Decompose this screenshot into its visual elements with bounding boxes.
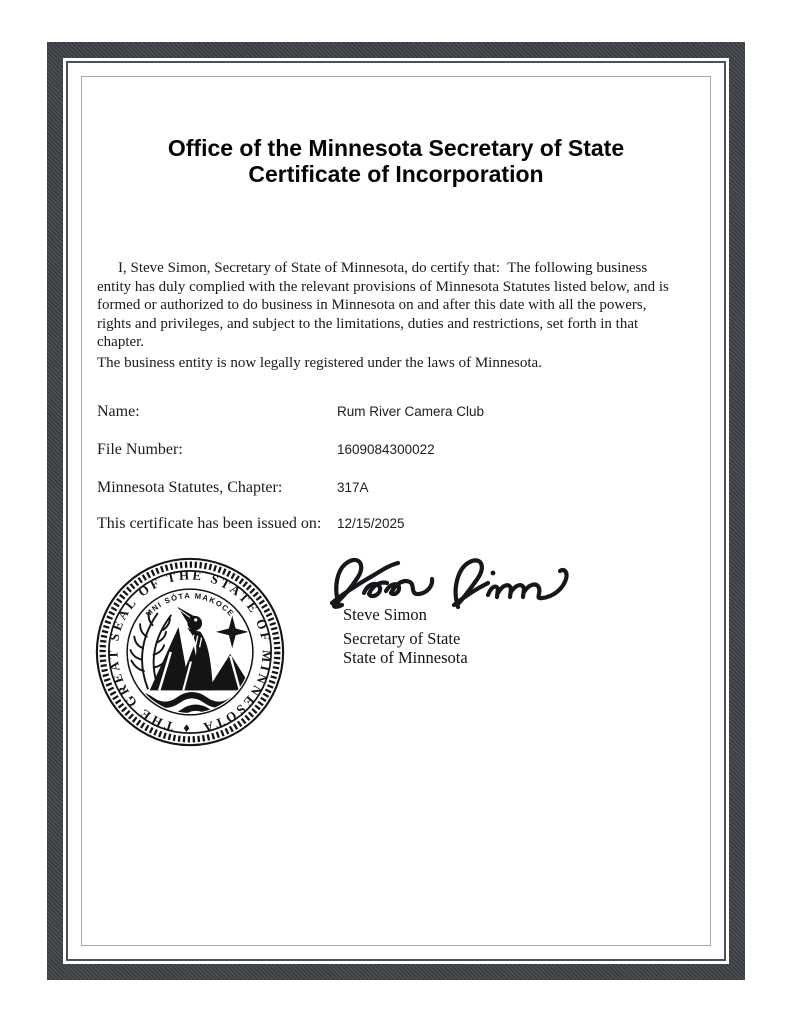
certification-paragraph: I, Steve Simon, Secretary of State of Minnesota, do certify that: The following business entity has duly complied with the relevant provisions of Minnesota Statutes listed below, and is formed or authorized to do business in Minnesota on and after this date with all the powers, rights and privileges, and subject to the limitations, duties and restrictions, set forth in that chapter. xyxy=(97,260,673,351)
field-label: This certificate has been issued on: xyxy=(97,515,322,532)
seal-inner-arc-text: MNI SÓTA MAKOCE xyxy=(143,591,237,619)
field-value: 1609084300022 xyxy=(337,442,435,457)
certificate-frame xyxy=(47,42,745,980)
field-value: 12/15/2025 xyxy=(337,516,405,531)
signatory-block xyxy=(343,605,468,667)
field-value: 317A xyxy=(337,480,369,495)
field-row-statutes-chapter xyxy=(97,479,697,501)
signatory-jurisdiction: State of Minnesota xyxy=(343,648,468,667)
signatory-title: Secretary of State xyxy=(343,629,461,648)
field-label: Minnesota Statutes, Chapter: xyxy=(97,479,283,496)
field-label: File Number: xyxy=(97,441,183,458)
title-line-1: Office of the Minnesota Secretary of State xyxy=(167,135,625,161)
certificate-content xyxy=(81,76,711,946)
title-line-2: Certificate of Incorporation xyxy=(248,161,544,187)
registration-paragraph: The business entity is now legally registered under the laws of Minnesota. xyxy=(97,355,542,371)
certificate-title xyxy=(82,135,710,187)
field-row-file-number xyxy=(97,441,697,463)
field-row-issue-date xyxy=(97,515,697,537)
field-label: Name: xyxy=(97,403,140,420)
minnesota-state-seal-icon xyxy=(94,556,286,748)
seal-ring-text: ♦ THE GREAT SEAL OF THE STATE OF MINNESOTA xyxy=(105,567,275,737)
signatory-name: Steve Simon xyxy=(343,605,427,624)
field-row-name xyxy=(97,403,697,425)
field-value: Rum River Camera Club xyxy=(337,404,485,419)
